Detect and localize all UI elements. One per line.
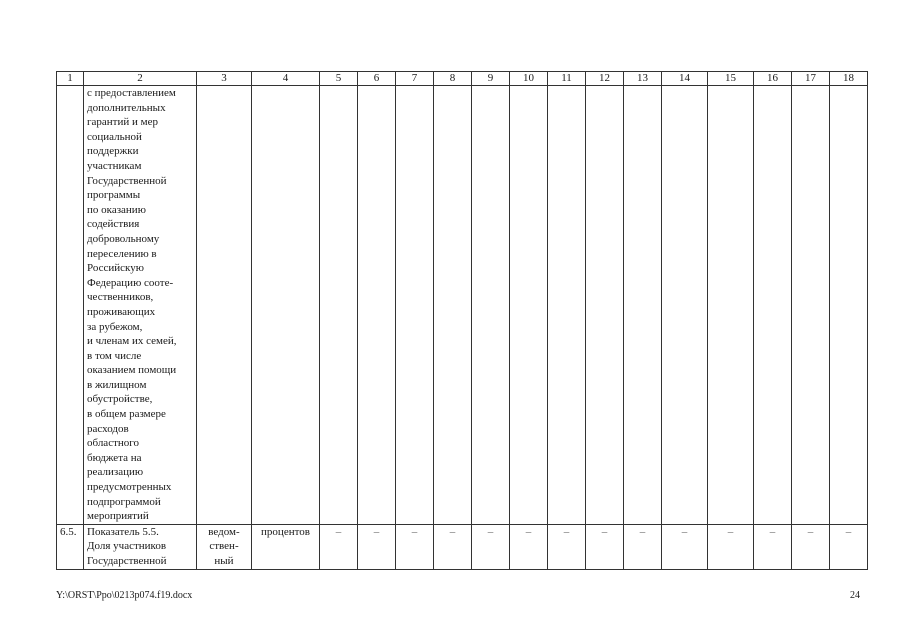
col-header: 7 [396,72,434,86]
empty-cell [320,86,358,525]
value-cell: – [510,524,548,569]
empty-cell [830,86,868,525]
empty-cell [358,86,396,525]
col-header: 3 [197,72,252,86]
indicator-table [56,71,868,570]
data-source: ведом- ствен- ный [197,524,252,569]
empty-cell [754,86,792,525]
unit: процентов [252,524,320,569]
value-cell: – [830,524,868,569]
col-header: 15 [708,72,754,86]
row-number: 6.5. [57,524,84,569]
col-header: 17 [792,72,830,86]
value-cell: – [434,524,472,569]
empty-cell [510,86,548,525]
empty-cell [252,86,320,525]
empty-cell [708,86,754,525]
value-cell: – [754,524,792,569]
col-header: 6 [358,72,396,86]
column-number-row [57,72,868,86]
empty-cell [434,86,472,525]
col-header: 18 [830,72,868,86]
col-header: 11 [548,72,586,86]
value-cell: – [708,524,754,569]
empty-cell [396,86,434,525]
value-cell: – [624,524,662,569]
empty-cell [792,86,830,525]
value-cell: – [792,524,830,569]
col-header: 10 [510,72,548,86]
footer-file-path: Y:\ORST\Ppo\0213p074.f19.docx [56,590,193,601]
value-cell: – [358,524,396,569]
col-header: 4 [252,72,320,86]
indicator-description-continued: с предоставлением дополнительных гарантий и мер социальной поддержки участникам Государственной программы по оказанию содействия добровольному переселению в Российскую Федерацию соотe- чественников, проживающих за рубежом, и членам их семей, в том числе оказанием помощи в жилищном обустройстве, в общем размере расходов областного бюджета на реализацию предусмотренных подпрограммой мероприятий [84,86,197,525]
col-header: 14 [662,72,708,86]
col-header: 12 [586,72,624,86]
col-header: 16 [754,72,792,86]
col-header: 8 [434,72,472,86]
page-number: 24 [850,590,860,601]
col-header: 1 [57,72,84,86]
indicator-name: Показатель 5.5. Доля участников Государственной [84,524,197,569]
col-header: 5 [320,72,358,86]
col-header: 13 [624,72,662,86]
empty-cell [197,86,252,525]
value-cell: – [320,524,358,569]
value-cell: – [548,524,586,569]
col-header: 9 [472,72,510,86]
table-row [57,524,868,569]
row-number-cell [57,86,84,525]
value-cell: – [472,524,510,569]
empty-cell [548,86,586,525]
value-cell: – [662,524,708,569]
table-row [57,86,868,525]
empty-cell [662,86,708,525]
empty-cell [472,86,510,525]
col-header: 2 [84,72,197,86]
value-cell: – [586,524,624,569]
value-cell: – [396,524,434,569]
empty-cell [624,86,662,525]
empty-cell [586,86,624,525]
